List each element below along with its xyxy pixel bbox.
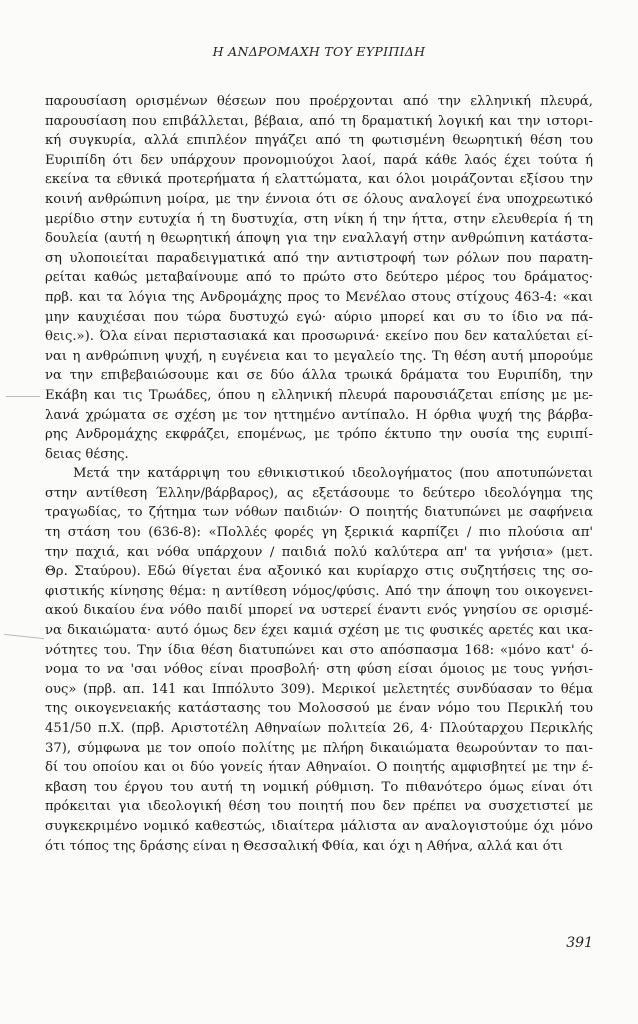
text-line: τη στάση του (636-8): «Πολλές φορές γη ξερικιά καρπίζει / πιο πλούσια απ'	[45, 525, 593, 541]
text-line: νότητες του. Την ίδια θέση διατυπώνει και στο απόσπασμα 168: «μόνο κατ' ό-	[45, 642, 593, 658]
text-line: ναι η ανθρώπινη ψυχή, η ευγένεια και το μεγαλείο της. Τη θέση αυτή μπορούμε	[45, 348, 593, 364]
text-line: παρουσίαση ορισμένων θέσεων που προέρχονται από την ελληνική πλευρά,	[45, 94, 593, 109]
text-line: ότι τόπος της δράσης είναι η Θεσσαλική Φθία, και όχι η Αθήνα, αλλά και ότι	[45, 838, 564, 854]
body-text	[45, 92, 593, 856]
text-line: στην αντίθεση Έλλην/βάρβαρος), ας εξετάσουμε το δεύτερο ιδεολόγημα της	[45, 485, 593, 501]
text-line: λανά χρώματα σε σχέση με τον ηττημένο αντίπαλο. Η όρθια ψυχή της βάρβα-	[45, 407, 593, 423]
text-line: δί του οποίου και οι δύο γονείς ήταν Αθηναίοι. Ο ποιητής αμφισβητεί με την έ-	[45, 760, 593, 776]
text-line: μην καυχιέσαι που τώρα δυστυχώ εγώ· αύριο μπορεί και συ το ίδιο να πά-	[45, 309, 593, 325]
text-line: κή συγκυρία, αλλά επιπλέον πηγάζει από τη φωτισμένη θεωρητική θέση του	[45, 133, 593, 149]
text-line: να την επιβεβαιώσουμε και σε δύο άλλα τρωικά δράματα του Ευριπίδη, την	[45, 368, 593, 384]
text-line: της οικογενειακής κατάστασης του Μολοσσού με έναν νόμο του Περικλή του	[45, 701, 593, 717]
text-line: Θρ. Σταύρου). Εδώ θίγεται ένα αξονικό και κυρίαρχο στις συζητήσεις της σο-	[45, 564, 593, 580]
text-line: ση υλοποιείται παραδειγματικά από την αντιστροφή των ρόλων που παρατη-	[45, 250, 593, 266]
text-line: κοινή ανθρώπινη μοίρα, με την έννοια ότι σε όλους αναλογεί ένα υποχρεωτικό	[45, 191, 593, 207]
text-line: ους» (πρβ. απ. 141 και Ιππόλυτο 309). Μερικοί μελετητές συνδύασαν το θέμα	[45, 681, 593, 697]
page-number: 391	[566, 935, 593, 951]
text-line: παρουσίαση που επιβάλλεται, βέβαια, από τη δραματική λογική και την ιστορι-	[45, 113, 593, 129]
paragraph-1	[45, 92, 593, 464]
text-line: κβαση του έργου του αυτή τη νομική ρύθμιση. Το πιθανότερο όμως είναι ότι	[45, 779, 593, 795]
text-line: τραγωδίας, το ζήτημα των νόθων παιδιών· Ο ποιητής διατυπώνει με σαφήνεια	[45, 505, 593, 521]
text-line: ρείται καθώς μεταβαίνουμε από το πρώτο στο δεύτερο μέρος του δράματος·	[45, 270, 593, 286]
text-line: θεις.»). Όλα είναι περιστασιακά και προσωρινά· εκείνο που δεν καταλύεται εί-	[45, 329, 593, 345]
text-line: συγκεκριμένο νομικό καθεστώς, ιδιαίτερα μάλιστα αν αναλογιστούμε όχι μόνο	[45, 818, 593, 834]
text-line: ρης Ανδρομάχης εκφράζει, επομένως, με τρόπο έκτυπο την ουσία της ευριπί-	[45, 427, 593, 443]
text-line: φιστικής κίνησης θέμα: η αντίθεση νόμος/φύσις. Από την άποψη του οικογενει-	[45, 583, 593, 599]
text-line: Ευριπίδη ότι δεν υπάρχουν προνομιούχοι λαοί, παρά κάθε λαός έχει τούτα ή	[45, 152, 593, 168]
text-line: πρόκειται για ιδεολογική θέση του ποιητή που δεν πρέπει να συσχετιστεί με	[45, 799, 593, 815]
text-line: ακού δικαίου ένα νόθο παιδί μπορεί να υστερεί έναντι ενός γνησίου σε ορισμέ-	[45, 603, 593, 619]
text-line: 37), σύμφωνα με τον οποίο πολίτης με πλήρη δικαιώματα θεωρούνταν το παι-	[45, 740, 593, 756]
text-line: Μετά την κατάρριψη του εθνικιστικού ιδεολογήματος (που αποτυπώνεται	[73, 466, 593, 482]
text-line: δειας θέσης.	[45, 446, 129, 462]
text-line: Εκάβη και τις Τρωάδες, όπου η ελληνική πλευρά παρουσιάζεται επίσης με με-	[45, 387, 593, 403]
margin-scan-mark	[6, 396, 40, 397]
text-line: πρβ. και τα λόγια της Ανδρομάχης προς το Μενέλαο στους στίχους 463-4: «και	[45, 289, 593, 305]
margin-scan-mark	[4, 634, 44, 639]
text-line: 451/50 π.Χ. (πρβ. Αριστοτέλη Αθηναίων πολιτεία 26, 4· Πλούταρχου Περικλής	[45, 721, 593, 736]
paragraph-2	[45, 464, 593, 856]
text-line: δουλεία (αυτή η θεωρητική άποψη για την εναλλαγή στην ανθρώπινη κατάστα-	[45, 231, 593, 247]
text-line: την παχιά, και νόθα υπάρχουν / παιδιά πολύ καλύτερα απ' τα γνήσια» (μετ.	[45, 544, 593, 560]
running-head-title: Η ΑΝΔΡΟΜΑΧΗ ΤΟΥ ΕΥΡΙΠΙΔΗ	[212, 44, 426, 59]
text-line: νομα το να 'σαι νόθος είναι προσβολή· στη φύση είσαι όμοιος με τους γνήσι-	[45, 662, 593, 678]
text-line: να δικαιώματα· αυτό όμως δεν έχει καμιά σχέση με τις φυσικές αρετές και ικα-	[45, 623, 593, 639]
text-line: εκείνα τα εθνικά προτερήματα ή ελαττώματα, και όλοι μοιράζονται εξίσου την	[45, 172, 593, 188]
text-line: μερίδιο στην ευτυχία ή τη δυστυχία, στη νίκη ή την ήττα, στην ελευθερία ή τη	[45, 211, 593, 227]
